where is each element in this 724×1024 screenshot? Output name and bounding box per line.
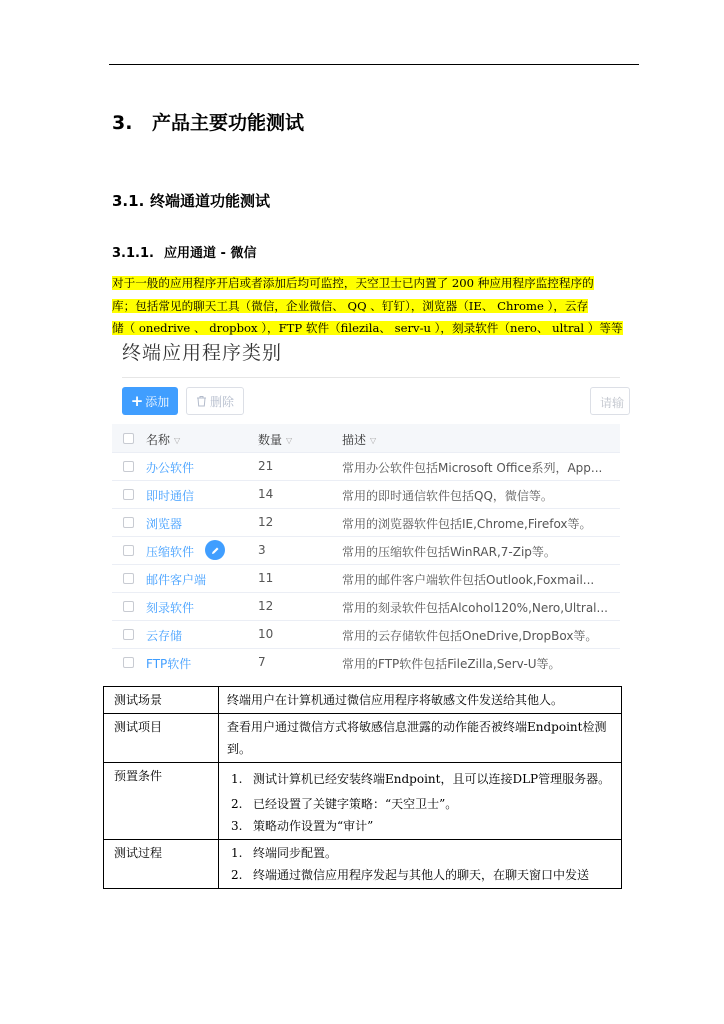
- item-value: 查看用户通过微信方式将敏感信息泄露的动作能否被终端Endpoint检测到。: [219, 714, 622, 763]
- category-desc: 常用办公软件包括Microsoft Office系列，App...: [342, 461, 603, 475]
- delete-button-label: 删除: [209, 394, 234, 409]
- title-divider: [122, 377, 620, 378]
- category-desc: 常用的即时通信软件包括QQ，微信等。: [342, 489, 553, 503]
- category-qty: 10: [258, 627, 274, 641]
- plus-icon: +: [130, 392, 144, 410]
- table-row: [104, 840, 622, 889]
- table-row: [112, 649, 620, 676]
- trash-icon: [196, 395, 207, 407]
- category-desc: 常用的邮件客户端软件包括Outlook,Foxmail...: [342, 573, 595, 587]
- row-checkbox[interactable]: [123, 517, 134, 528]
- heading-2: [112, 190, 270, 211]
- table-row: [112, 537, 620, 565]
- column-header-desc[interactable]: 描述 ▽: [342, 433, 377, 447]
- sort-icon: ▽: [174, 436, 181, 445]
- delete-button[interactable]: [186, 387, 244, 415]
- heading-3-text: 应用通道 - 微信: [164, 246, 257, 261]
- category-qty: 21: [258, 459, 274, 473]
- category-name-link[interactable]: 浏览器: [146, 517, 183, 531]
- test-case-table: [103, 686, 622, 889]
- list-item: 2. 终端通过微信应用程序发起与其他人的聊天，在聊天窗口中发送: [231, 868, 590, 882]
- search-input[interactable]: 请输: [590, 387, 630, 415]
- select-all-checkbox[interactable]: [123, 433, 134, 444]
- category-desc: 常用的浏览器软件包括IE,Chrome,Firefox等。: [342, 517, 592, 531]
- row-checkbox[interactable]: [123, 461, 134, 472]
- process-list: [219, 840, 622, 889]
- heading-1-text: 产品主要功能测试: [152, 112, 305, 134]
- category-qty: 12: [258, 515, 274, 529]
- table-row: [104, 714, 622, 763]
- app-category-screenshot: [112, 332, 625, 680]
- category-desc: 常用的刻录软件包括Alcohol120%,Nero,Ultral...: [342, 601, 608, 615]
- row-checkbox[interactable]: [123, 573, 134, 584]
- precondition-list: [219, 763, 622, 840]
- category-desc: 常用的压缩软件包括WinRAR,7-Zip等。: [342, 545, 556, 559]
- table-row: [112, 565, 620, 593]
- category-qty: 3: [258, 543, 266, 557]
- sort-icon: ▽: [370, 436, 377, 445]
- column-header-qty[interactable]: 数量 ▽: [258, 433, 293, 447]
- table-row: [112, 509, 620, 537]
- paragraph-line: 对于一般的应用程序开启或者添加后均可监控，天空卫士已内置了 200 种应用程序监控程序的: [112, 276, 594, 290]
- sort-icon: ▽: [286, 436, 293, 445]
- row-checkbox[interactable]: [123, 629, 134, 640]
- category-desc: 常用的FTP软件包括FileZilla,Serv-U等。: [342, 657, 561, 671]
- scene-label: 测试场景: [104, 687, 219, 714]
- item-label: 测试项目: [104, 714, 219, 763]
- paragraph-line: 储（ onedrive 、 dropbox ），FTP 软件（filezila、 serv-u ），刻录软件（nero、 ultral ）等等: [112, 321, 623, 335]
- heading-3-number: 3.1.1.: [112, 246, 154, 261]
- category-name-link[interactable]: 压缩软件: [146, 545, 195, 559]
- category-name-link[interactable]: 办公软件: [146, 461, 195, 475]
- category-qty: 11: [258, 571, 274, 585]
- row-checkbox[interactable]: [123, 601, 134, 612]
- add-button-label: 添加: [145, 394, 170, 409]
- page-header-rule: [109, 64, 639, 65]
- table-header: [112, 424, 620, 453]
- heading-2-number: 3.1.: [112, 192, 145, 210]
- row-checkbox[interactable]: [123, 545, 134, 556]
- edit-pencil-icon[interactable]: [205, 540, 225, 560]
- list-item: 2. 已经设置了关键字策略：“天空卫士”。: [231, 797, 458, 811]
- category-name-link[interactable]: FTP软件: [146, 657, 192, 671]
- category-name-link[interactable]: 即时通信: [146, 489, 195, 503]
- heading-1-number: 3.: [112, 112, 133, 134]
- list-item: 1. 终端同步配置。: [231, 846, 338, 860]
- table-row: [112, 621, 620, 649]
- table-row: [104, 687, 622, 714]
- category-name-link[interactable]: 邮件客户端: [146, 573, 207, 587]
- category-name-link[interactable]: 云存储: [146, 629, 183, 643]
- list-item: 3. 策略动作设置为“审计”: [231, 819, 374, 833]
- category-name-link[interactable]: 刻录软件: [146, 601, 195, 615]
- row-checkbox[interactable]: [123, 489, 134, 500]
- paragraph-line: 库；包括常见的聊天工具（微信，企业微信、 QQ 、钉钉），浏览器（IE、 Chrome ），云存: [112, 298, 589, 313]
- category-desc: 常用的云存储软件包括OneDrive,DropBox等。: [342, 629, 598, 643]
- table-row: [104, 763, 622, 840]
- category-qty: 14: [258, 487, 274, 501]
- scene-value: 终端用户在计算机通过微信应用程序将敏感文件发送给其他人。: [219, 687, 622, 714]
- table-row: [112, 453, 620, 481]
- category-qty: 12: [258, 599, 274, 613]
- add-button[interactable]: [122, 387, 178, 415]
- screenshot-title: 终端应用程序类别: [122, 342, 283, 364]
- list-item: 1. 测试计算机已经安装终端Endpoint，且可以连接DLP管理服务器。: [231, 772, 611, 786]
- category-qty: 7: [258, 655, 266, 669]
- intro-paragraph: [112, 272, 639, 340]
- precondition-label: 预置条件: [104, 763, 219, 840]
- table-row: [112, 481, 620, 509]
- heading-3: [112, 242, 256, 261]
- process-label: 测试过程: [104, 840, 219, 889]
- column-header-name[interactable]: 名称 ▽: [146, 433, 181, 447]
- heading-1: [112, 108, 304, 135]
- table-row: [112, 593, 620, 621]
- row-checkbox[interactable]: [123, 657, 134, 668]
- heading-2-text: 终端通道功能测试: [150, 192, 271, 210]
